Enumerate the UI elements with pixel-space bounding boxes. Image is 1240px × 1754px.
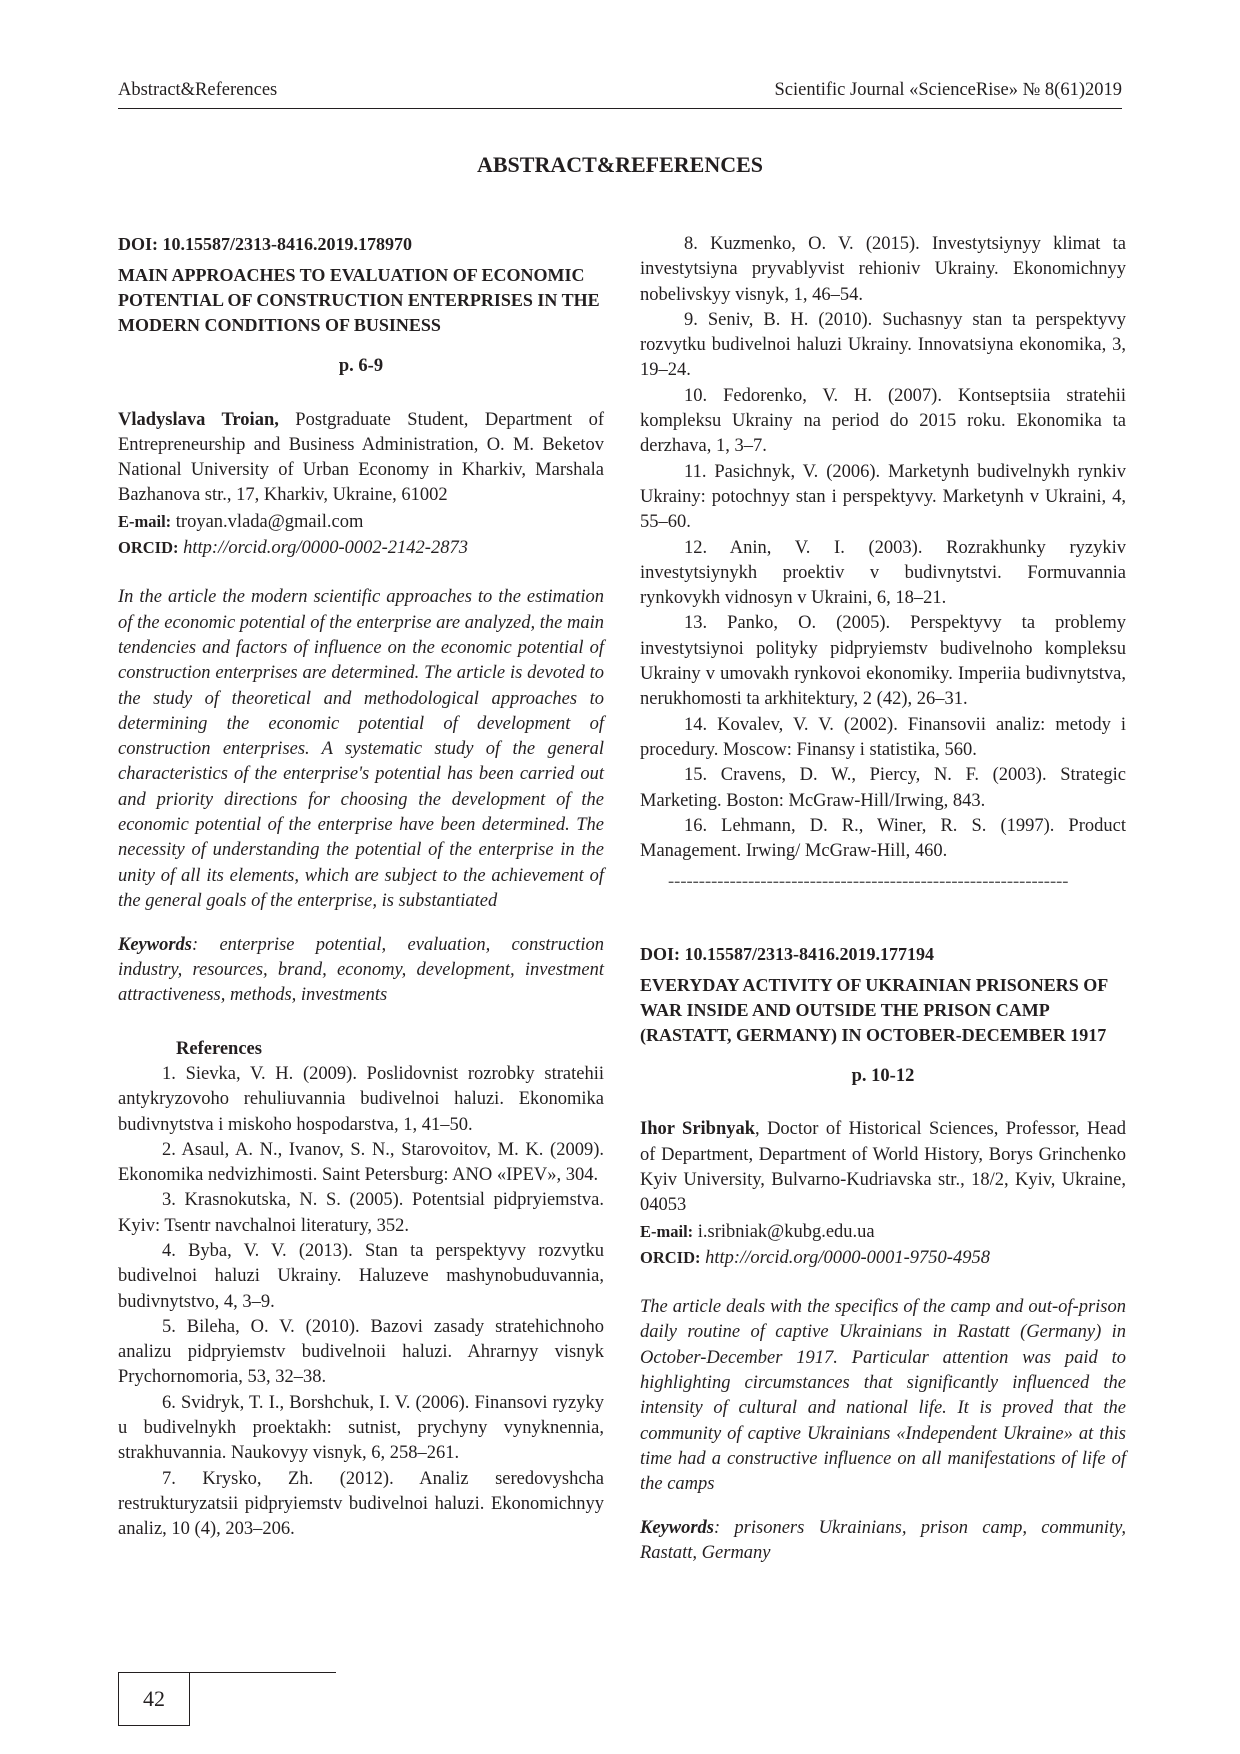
- reference-item: 10. Fedorenko, V. H. (2007). Kontseptsiia stratehii kompleksu Ukrainy na period do 2015 roku. Ekonomika ta derzhava, 1, 3–7.: [640, 385, 1126, 457]
- author-name: Vladyslava Troian,: [118, 409, 279, 430]
- article2-pages: p. 10-12: [851, 1066, 915, 1087]
- article1-keywords: [118, 933, 604, 1009]
- reference-item: 9. Seniv, B. H. (2010). Suchasnyy stan ta perspektyvy rozvytku budivelnoi haluzi Ukrainy. Innovatsiyna ekonomika, 3, 19–24.: [640, 309, 1126, 381]
- keywords-label: Keywords: [118, 934, 192, 955]
- running-header: [118, 78, 1122, 109]
- orcid-link[interactable]: http://orcid.org/0000-0001-9750-4958: [700, 1247, 990, 1268]
- header-journal: Scientific Journal «ScienceRise» № 8(61)2019: [774, 80, 1122, 100]
- orcid-link[interactable]: http://orcid.org/0000-0002-2142-2873: [178, 538, 468, 559]
- article-separator: -----------------------------------------------------------------: [668, 872, 1069, 893]
- article1-email: [118, 509, 604, 535]
- references-list-right: [640, 232, 1126, 864]
- page-number: 42: [118, 1672, 190, 1726]
- article2-doi: DOI: 10.15587/2313-8416.2019.177194: [640, 943, 934, 964]
- reference-item: 15. Cravens, D. W., Piercy, N. F. (2003). Strategic Marketing. Boston: McGraw-Hill/Irwing, 843.: [640, 765, 1126, 811]
- email-link[interactable]: i.sribniak@kubg.edu.ua: [693, 1221, 875, 1242]
- header-section: Abstract&References: [118, 80, 278, 100]
- reference-item: 4. Byba, V. V. (2013). Stan ta perspektyvy rozvytku budivelnoi haluzi Ukrainy. Haluzeve mashynobuduvannia, budivnytstvo, 4, 3–9.: [118, 1241, 604, 1312]
- article2-title: EVERYDAY ACTIVITY OF UKRAINIAN PRISONERS OF WAR INSIDE AND OUTSIDE THE PRISON CAMP (RASTATT, GERMANY) IN OCTOBER-DECEMBER 1917: [640, 975, 1108, 1046]
- article1-doi: DOI: 10.15587/2313-8416.2019.178970: [118, 234, 412, 254]
- reference-item: 11. Pasichnyk, V. (2006). Marketynh budivelnykh rynkiv Ukrainy: potochnyy stan i perspektyvy. Marketynh v Ukraini, 4, 55–60.: [640, 461, 1126, 533]
- right-column: [640, 232, 1126, 1567]
- author-info: , Doctor of Historical Sciences, Professor, Head of Department, Department of World History, Borys Grinchenko Kyiv University, Bulvarno-Kudriavska str., 18/2, Kyiv, Ukraine, 04053: [640, 1119, 1126, 1216]
- article1-orcid: [118, 535, 604, 561]
- references-heading: References: [176, 1038, 262, 1059]
- email-label: E-mail:: [640, 1221, 694, 1241]
- reference-item: 14. Kovalev, V. V. (2002). Finansovii analiz: metody i procedury. Moscow: Finansy i statistika, 560.: [640, 714, 1126, 760]
- page-title: ABSTRACT&REFERENCES: [476, 152, 764, 177]
- author-info: Postgraduate Student, Department of Entrepreneurship and Business Administration, O. M. Beketov National University of Urban Economy in Kharkiv, Marshala Bazhanova str., 17, Kharkiv, Ukraine, 61002: [118, 409, 605, 506]
- keywords-text: : prisoners Ukrainians, prison camp, community, Rastatt, Germany: [640, 1517, 1126, 1564]
- email-link[interactable]: troyan.vlada@gmail.com: [171, 511, 364, 532]
- keywords-label: Keywords: [640, 1517, 714, 1538]
- reference-item: 1. Sievka, V. H. (2009). Poslidovnist rozrobky stratehii antykryzovoho rehuliuvannia budivelnoi haluzi. Ekonomika budivnytstva i miskoho hospodarstva, 1, 41–50.: [118, 1063, 604, 1135]
- article1-author: [118, 408, 604, 509]
- reference-item: 8. Kuzmenko, O. V. (2015). Investytsiynyy klimat ta investytsiyna pryvablyvist rehioniv Ukrainy. Ekonomichnyy nobelivskyy visnyk, 1, 46–54.: [640, 234, 1126, 305]
- article2-author: [640, 1117, 1126, 1218]
- keywords-text: : enterprise potential, evaluation, construction industry, resources, brand, economy, development, investment attractiveness, methods, investments: [118, 934, 604, 1006]
- reference-item: 13. Panko, O. (2005). Perspektyvy ta problemy investytsiynoi polityky pidpryiemstv budivelnoho kompleksu Ukrainy v umovakh rynkovoi ekonomiky. Imperiia budivnytstva, nerukhomosti ta arkhitektury, 2 (42), 26–31.: [640, 613, 1126, 710]
- article2-keywords: [640, 1516, 1126, 1567]
- footer-rule: [188, 1672, 336, 1673]
- orcid-label: ORCID:: [118, 538, 179, 558]
- author-name: Ihor Sribnyak: [640, 1119, 756, 1140]
- article1-title: MAIN APPROACHES TO EVALUATION OF ECONOMIC POTENTIAL OF CONSTRUCTION ENTERPRISES IN THE MODERN CONDITIONS OF BUSINESS: [118, 265, 600, 336]
- article1-pages: p. 6-9: [338, 356, 384, 377]
- reference-item: 5. Bileha, O. V. (2010). Bazovi zasady stratehichnoho analizu pidpryiemstv budivelnoii haluzi. Ahrarnyy visnyk Prychornomoria, 53, 32–38.: [118, 1316, 604, 1388]
- orcid-label: ORCID:: [640, 1247, 701, 1267]
- reference-item: 16. Lehmann, D. R., Winer, R. S. (1997). Product Management. Irwing/ McGraw-Hill, 460.: [640, 815, 1126, 862]
- reference-item: 2. Asaul, A. N., Ivanov, S. N., Starovoitov, M. K. (2009). Ekonomika nedvizhimosti. Saint Petersburg: ANO «IPEV», 304.: [118, 1139, 604, 1186]
- article2-email: [640, 1219, 1126, 1245]
- article1-abstract: In the article the modern scientific approaches to the estimation of the economic potential of the enterprise are analyzed, the main tendencies and factors of influence on the economic potential of construction enterprises are determined. The article is devoted to the study of theoretical and methodological approaches to determining the economic potential of development of construction enterprises. A systematic study of the general characteristics of the enterprise's potential has been carried out and priority directions for choosing the development of the economic potential of the enterprise have been determined. The necessity of understanding the potential of the enterprise in the unity of all its elements, which are subject to the achievement of the general goals of the enterprise, is substantiated: [118, 587, 604, 911]
- reference-item: 7. Krysko, Zh. (2012). Analiz seredovyshcha restrukturyzatsii pidpryiemstv budivelnoi haluzi. Ekonomichnyy analiz, 10 (4), 203–206.: [118, 1468, 604, 1540]
- article2-abstract: The article deals with the specifics of the camp and out-of-prison daily routine of captive Ukrainians in Rastatt (Germany) in October-December 1917. Particular attention was paid to highlighting circumstances that significantly influenced the intensity of cultural and national life. It is proved that the community of captive Ukrainians «Independent Ukraine» at this time had a constructive influence on all manifestations of life of the camps: [640, 1297, 1126, 1495]
- reference-item: 6. Svidryk, T. I., Borshchuk, I. V. (2006). Finansovi ryzyky u budivelnykh proektakh: sutnist, prychyny vynyknennia, strakhuvannia. Naukovyy visnyk, 6, 258–261.: [118, 1392, 604, 1464]
- references-list-left: [118, 1062, 604, 1543]
- left-column: [118, 232, 604, 1543]
- reference-item: 12. Anin, V. I. (2003). Rozrakhunky ryzykiv investytsiynykh proektiv v budivnytstvi. Formuvannia rynkovykh vidnosyn v Ukraini, 6, 18–21.: [640, 537, 1126, 609]
- reference-item: 3. Krasnokutska, N. S. (2005). Potentsial pidpryiemstva. Kyiv: Tsentr navchalnoi literatury, 352.: [118, 1190, 604, 1236]
- email-label: E-mail:: [118, 511, 172, 531]
- article2-orcid: [640, 1245, 1126, 1271]
